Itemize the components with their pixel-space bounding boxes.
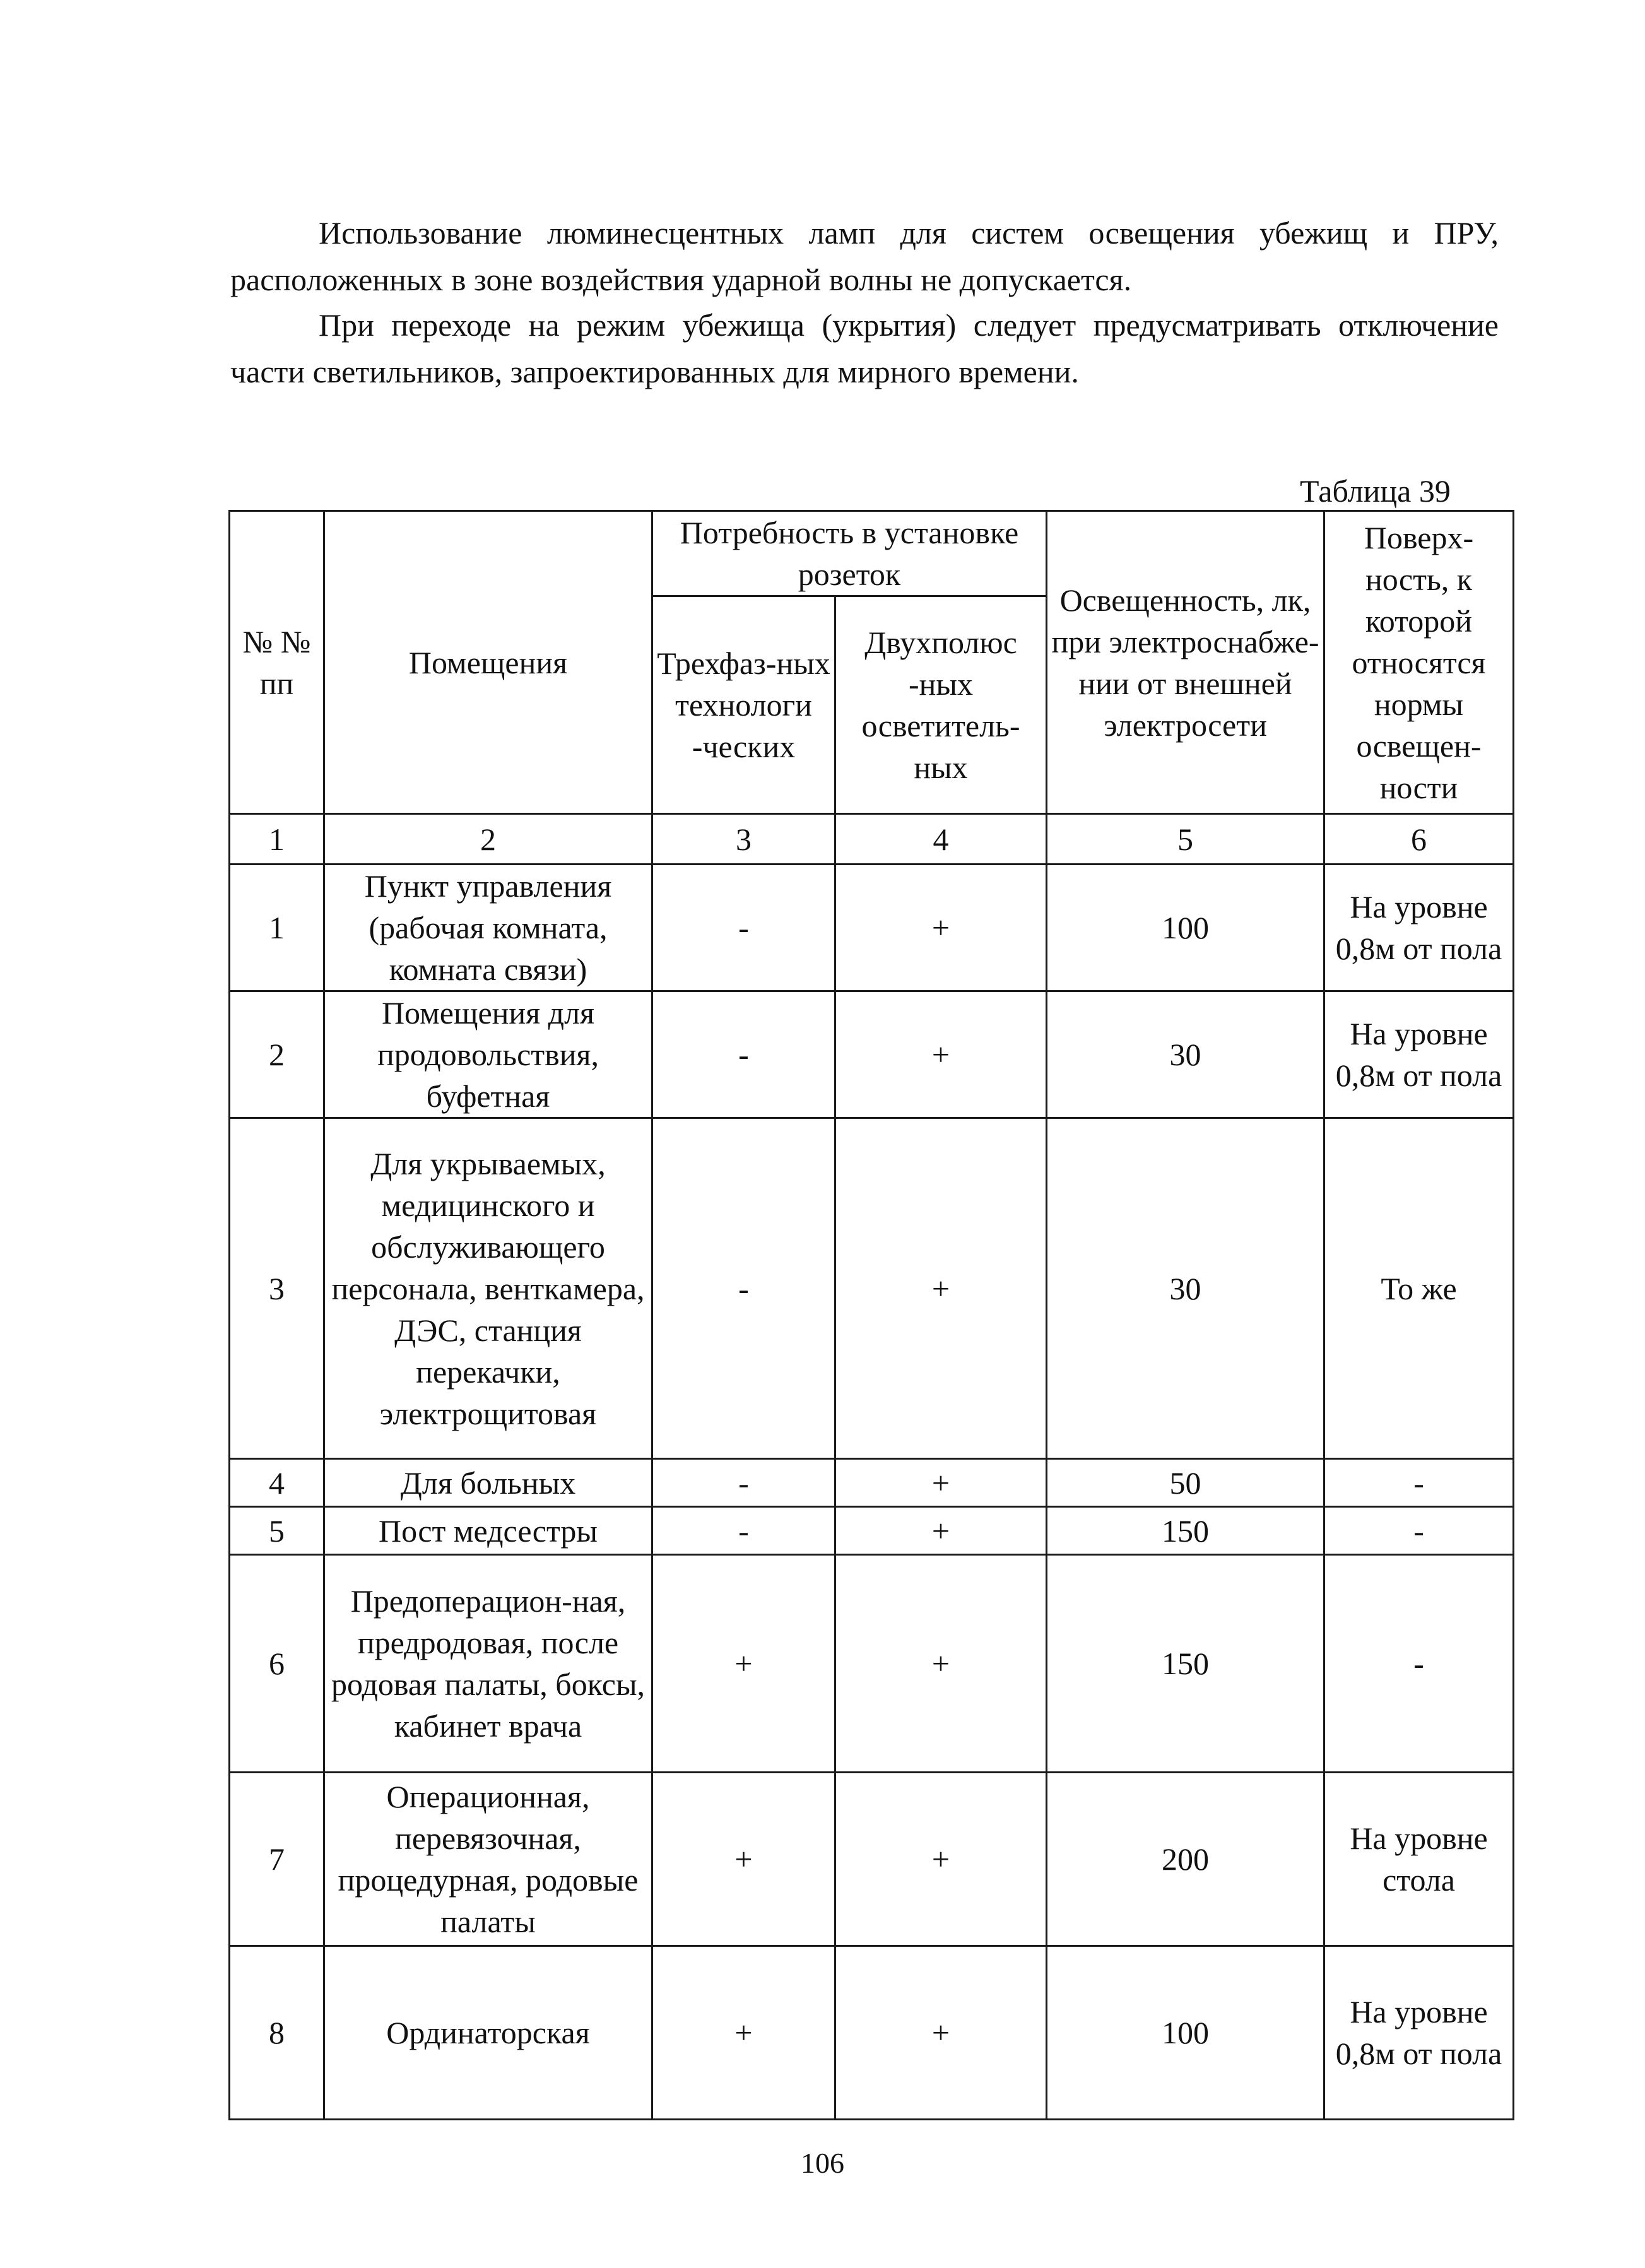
- column-number: 6: [1324, 814, 1514, 865]
- column-number: 1: [230, 814, 324, 865]
- row-illuminance: 150: [1047, 1555, 1324, 1773]
- row-room: Предоперацион-ная, предродовая, после родовая палаты, боксы, кабинет врача: [324, 1555, 652, 1773]
- row-three-phase: -: [652, 991, 835, 1118]
- row-surface: На уровне 0,8м от пола: [1324, 865, 1514, 991]
- row-two-pole: +: [835, 1555, 1047, 1773]
- row-room: Операционная, перевязочная, процедурная, родовые палаты: [324, 1773, 652, 1946]
- intro-paragraph-2: При переходе на режим убежища (укрытия) следует предусматривать отключение части светильников, запроектированных для мирного времени.: [230, 307, 1499, 389]
- row-room: Ординаторская: [324, 1946, 652, 2120]
- row-surface: -: [1324, 1555, 1514, 1773]
- row-illuminance: 100: [1047, 1946, 1324, 2120]
- page-number: 106: [801, 2147, 844, 2179]
- row-two-pole: +: [835, 1946, 1047, 2120]
- row-two-pole: +: [835, 1507, 1047, 1555]
- header-room: Помещения: [324, 511, 652, 814]
- row-num: 7: [230, 1773, 324, 1946]
- intro-paragraph-1: Использование люминесцентных ламп для систем освещения убежищ и ПРУ, расположенных в зоне воздействия ударной волны не допускается.: [230, 215, 1499, 297]
- row-two-pole: +: [835, 865, 1047, 991]
- table-row: [230, 1459, 1514, 1507]
- header-two-pole: Двухполюс -ных осветитель-ных: [835, 596, 1047, 814]
- row-room: Для больных: [324, 1459, 652, 1507]
- table-row: [230, 1773, 1514, 1946]
- row-three-phase: -: [652, 865, 835, 991]
- header-illuminance: Освещенность, лк, при электроснабже-нии от внешней электросети: [1047, 511, 1324, 814]
- row-num: 2: [230, 991, 324, 1118]
- row-three-phase: -: [652, 1118, 835, 1459]
- row-three-phase: -: [652, 1459, 835, 1507]
- table-row: [230, 1118, 1514, 1459]
- row-num: 5: [230, 1507, 324, 1555]
- table-row: [230, 1507, 1514, 1555]
- table-caption: Таблица 39: [1300, 473, 1451, 509]
- row-three-phase: +: [652, 1555, 835, 1773]
- row-three-phase: +: [652, 1946, 835, 2120]
- row-surface: На уровне 0,8м от пола: [1324, 991, 1514, 1118]
- header-surface: Поверх-ность, к которой относятся нормы освещен-ности: [1324, 511, 1514, 814]
- row-three-phase: -: [652, 1507, 835, 1555]
- row-surface: -: [1324, 1507, 1514, 1555]
- row-num: 4: [230, 1459, 324, 1507]
- column-number: 2: [324, 814, 652, 865]
- row-two-pole: +: [835, 1773, 1047, 1946]
- row-room: Для укрываемых, медицинского и обслуживающего персонала, венткамера, ДЭС, станция перекачки, электрощитовая: [324, 1118, 652, 1459]
- column-number: 5: [1047, 814, 1324, 865]
- row-two-pole: +: [835, 991, 1047, 1118]
- row-illuminance: 100: [1047, 865, 1324, 991]
- column-number: 4: [835, 814, 1047, 865]
- row-room: Пункт управления (рабочая комната, комната связи): [324, 865, 652, 991]
- row-illuminance: 30: [1047, 1118, 1324, 1459]
- header-sockets-group: Потребность в установке розеток: [652, 511, 1047, 596]
- row-num: 1: [230, 865, 324, 991]
- row-surface: На уровне 0,8м от пола: [1324, 1946, 1514, 2120]
- row-num: 8: [230, 1946, 324, 2120]
- table-row: [230, 1555, 1514, 1773]
- header-num: № № пп: [230, 511, 324, 814]
- row-num: 6: [230, 1555, 324, 1773]
- row-room: Помещения для продовольствия, буфетная: [324, 991, 652, 1118]
- row-surface: То же: [1324, 1118, 1514, 1459]
- row-three-phase: +: [652, 1773, 835, 1946]
- column-number: 3: [652, 814, 835, 865]
- row-room: Пост медсестры: [324, 1507, 652, 1555]
- table-row: [230, 1946, 1514, 2120]
- row-two-pole: +: [835, 1459, 1047, 1507]
- table-row: [230, 865, 1514, 991]
- header-three-phase: Трехфаз-ных технологи -ческих: [652, 596, 835, 814]
- table-row: [230, 991, 1514, 1118]
- row-illuminance: 150: [1047, 1507, 1324, 1555]
- row-num: 3: [230, 1118, 324, 1459]
- row-illuminance: 50: [1047, 1459, 1324, 1507]
- row-illuminance: 30: [1047, 991, 1324, 1118]
- row-surface: На уровне стола: [1324, 1773, 1514, 1946]
- lighting-requirements-table: [228, 510, 1514, 2120]
- row-two-pole: +: [835, 1118, 1047, 1459]
- row-illuminance: 200: [1047, 1773, 1324, 1946]
- row-surface: -: [1324, 1459, 1514, 1507]
